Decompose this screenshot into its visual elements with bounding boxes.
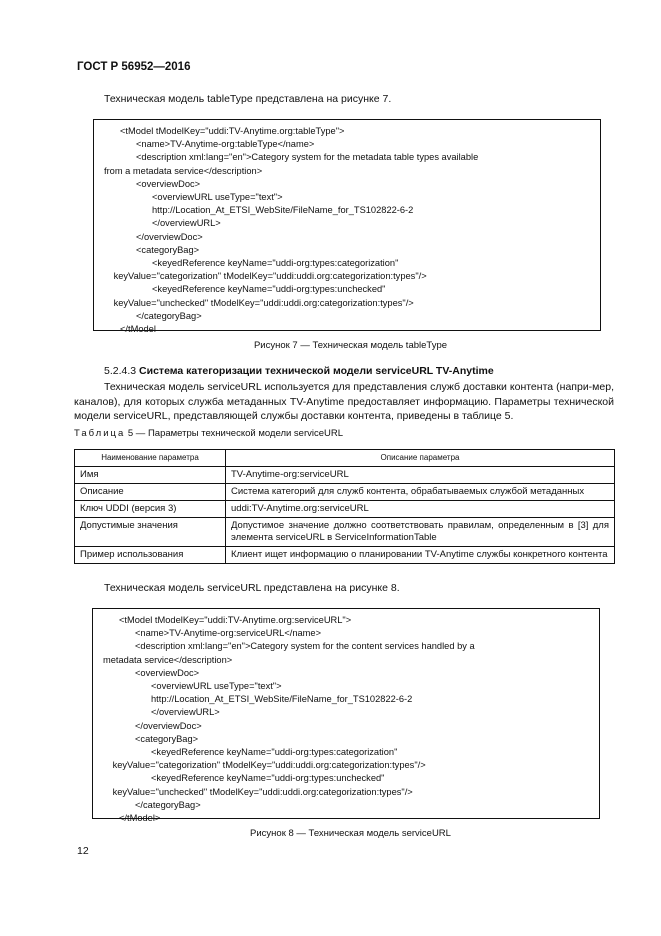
table-row [75, 467, 615, 484]
param-name-cell: Ключ UDDI (версия 3) [75, 501, 226, 518]
table-row [75, 518, 615, 547]
code-line: </overviewDoc> [136, 231, 203, 242]
code-line: <overviewDoc> [135, 667, 200, 678]
code-line: </categoryBag> [135, 799, 201, 810]
document-header: ГОСТ Р 56952—2016 [77, 61, 191, 73]
code-line: </categoryBag> [136, 310, 202, 321]
code-line: <name>TV-Anytime-org:tableType</name> [136, 139, 315, 150]
code-line: </overviewDoc> [135, 720, 202, 731]
figure7-code [104, 125, 600, 336]
param-name-cell: Имя [75, 467, 226, 484]
figure7-code-box [93, 119, 601, 335]
code-line: from a metadata service</description> [104, 165, 263, 176]
figure7-caption: Рисунок 7 — Техническая модель tableType [253, 340, 448, 351]
code-line: <keyedReference keyName="uddi-org:types:categorization" [151, 747, 398, 758]
code-line: <keyedReference keyName="uddi-org:types:unchecked" [151, 773, 385, 784]
section-title: Система категоризации технической модели serviceURL TV-Anytime [139, 365, 494, 377]
code-line: <description xml:lang="en">Category system for the content services handled by a [135, 641, 475, 652]
table5-label: Таблица [74, 428, 126, 439]
figure8-code [103, 614, 599, 825]
table-row [75, 501, 615, 518]
figure8-intro: Техническая модель serviceURL представлена на рисунке 8. [104, 582, 400, 594]
param-description-cell: TV-Anytime-org:serviceURL [226, 467, 615, 484]
param-name-cell: Допустимые значения [75, 518, 226, 547]
code-line: keyValue="categorization" tModelKey="uddi:uddi.org:categorization:types"/> [113, 271, 427, 282]
code-line: keyValue="unchecked" tModelKey="uddi:uddi.org:categorization:types"/> [113, 297, 414, 308]
param-description-cell: uddi:TV-Anytime.org:serviceURL [226, 501, 615, 518]
code-line: <overviewDoc> [136, 178, 201, 189]
param-description-cell: Клиент ищет информацию о планировании TV-Anytime службы конкретного контента [226, 547, 615, 564]
code-line: keyValue="categorization" tModelKey="uddi:uddi.org:categorization:types"/> [112, 760, 426, 771]
code-line: <description xml:lang="en">Category system for the metadata table types available [136, 152, 479, 163]
table5-title [74, 428, 343, 439]
code-line: <categoryBag> [136, 244, 200, 255]
table-row [75, 547, 615, 564]
code-line: <tModel tModelKey="uddi:TV-Anytime.org:tableType"> [120, 126, 345, 136]
code-line: <keyedReference keyName="uddi-org:types:categorization" [152, 258, 399, 269]
table-header-row [75, 450, 615, 467]
section-heading [104, 365, 494, 377]
param-description-cell: Система категорий для служб контента, обрабатываемых службой метаданных [226, 484, 615, 501]
code-line: <overviewURL useType="text"> [151, 681, 282, 692]
code-line: http://Location_At_ETSI_WebSite/FileName_for_TS102822-6-2 [152, 205, 414, 216]
header-param-name: Наименование параметра [75, 450, 226, 467]
figure8-caption: Рисунок 8 — Техническая модель serviceURL [250, 828, 451, 839]
code-line: </overviewURL> [152, 218, 221, 229]
header-param-description: Описание параметра [226, 450, 615, 467]
figure8-code-box [92, 608, 600, 824]
param-name-cell: Пример использования [75, 547, 226, 564]
table5 [74, 449, 615, 564]
code-line: <keyedReference keyName="uddi-org:types:unchecked" [152, 284, 386, 295]
code-line: <tModel tModelKey="uddi:TV-Anytime.org:serviceURL"> [119, 615, 352, 625]
code-line: <categoryBag> [135, 733, 199, 744]
section-paragraph [74, 380, 614, 424]
param-description-cell: Допустимое значение должно соответствовать правилам, определенным в [3] для элемента serviceURL в ServiceInformationTable [226, 518, 615, 547]
code-line: </tModel [120, 324, 156, 335]
table-row [75, 484, 615, 501]
code-line: <overviewURL useType="text"> [152, 192, 283, 203]
code-line: </tModel> [119, 813, 161, 824]
code-line: <name>TV-Anytime-org:serviceURL</name> [135, 628, 322, 639]
table5-title-text: 5 — Параметры технической модели serviceURL [125, 428, 344, 439]
section-number: 5.2.4.3 [104, 365, 137, 377]
code-line: metadata service</description> [103, 654, 233, 665]
figure7-intro: Техническая модель tableType представлена на рисунке 7. [104, 93, 392, 105]
code-line: keyValue="unchecked" tModelKey="uddi:uddi.org:categorization:types"/> [112, 786, 413, 797]
page-number: 12 [77, 845, 89, 857]
section-paragraph-text: Техническая модель serviceURL используется для представления служб доставки контента (напри-мер, каналов), для которых служба метаданных TV-Anytime предоставляет информацию. Параметры технической модели serviceURL, представляющей службы доставки контента, приведены в таблице 5. [74, 381, 614, 422]
param-name-cell: Описание [75, 484, 226, 501]
code-line: </overviewURL> [151, 707, 220, 718]
code-line: http://Location_At_ETSI_WebSite/FileName_for_TS102822-6-2 [151, 694, 413, 705]
